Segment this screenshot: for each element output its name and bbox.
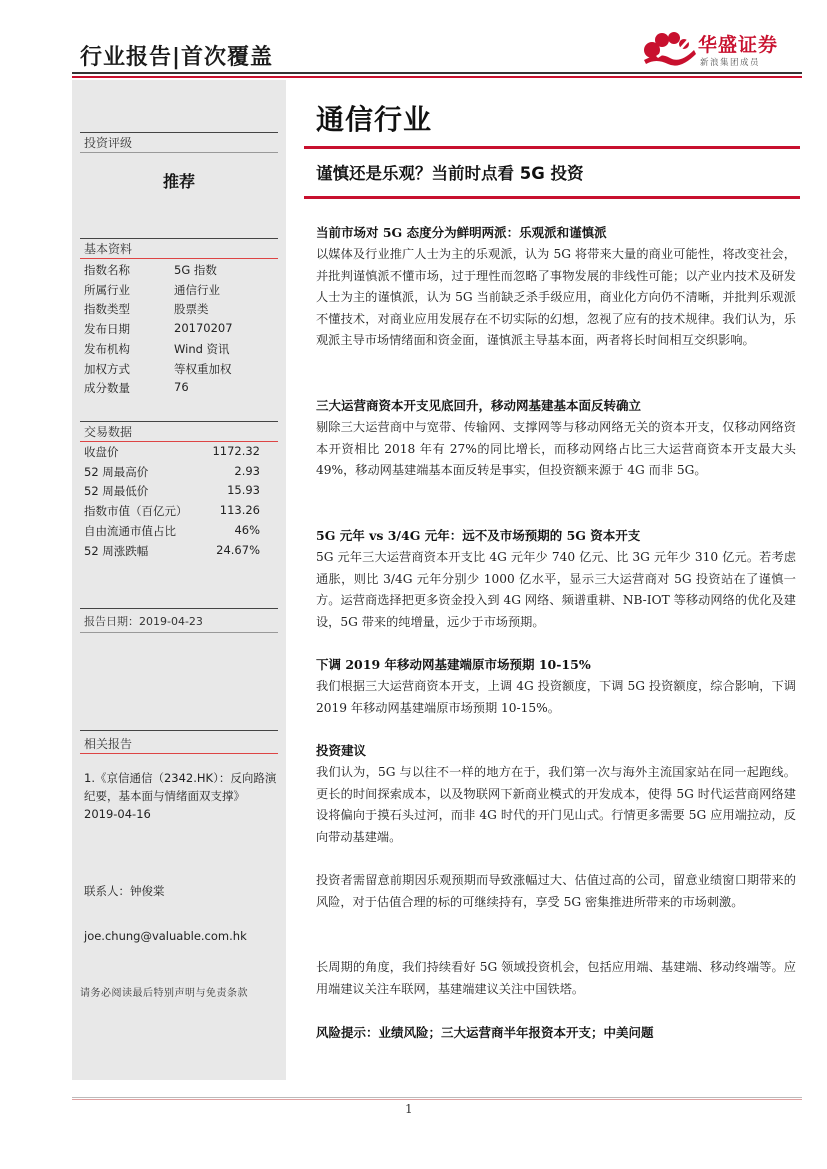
section-heading: 三大运营商资本开支见底回升，移动网基建基本面反转确立 (316, 398, 642, 413)
section-paragraph: 5G 元年三大运营商资本开支比 4G 元年少 740 亿元、比 3G 元年少 310 亿元。若考虑通胀，则比 3/4G 元年分别少 1000 亿水平，显示三大运营商对 5G 投资站在了谨慎一方。运营商选择把更多资金投入到 4G 网络、频谱重耕、NB-IOT 等移动网络的优化及建设，5G 带来的纯增量，远少于市场预期。 (316, 550, 796, 629)
section-heading: 当前市场对 5G 态度分为鲜明两派：乐观派和谨慎派 (316, 225, 607, 240)
section-paragraph: 我们认为，5G 与以往不一样的地方在于，我们第一次与海外主流国家站在同一起跑线。更长的时间探索成本，以及物联网下新商业模式的开发成本，使得 5G 时代运营商网络建设将偏向于摸石头过河，而非 4G 时代的开门见山式。行情更多需要 5G 应用端拉动，反向带动基建端。 (316, 765, 796, 844)
subtitle-divider (304, 196, 800, 199)
data-row (84, 301, 274, 320)
divider (80, 421, 278, 422)
divider (80, 132, 278, 133)
divider (80, 238, 278, 239)
row-key: 自由流通市值占比 (84, 523, 176, 538)
footer-divider (72, 1097, 802, 1098)
section-heading: 5G 元年 vs 3/4G 元年：远不及市场预期的 5G 资本开支 (316, 528, 641, 543)
report-section (316, 870, 796, 913)
logo-name: 华盛证券 (698, 34, 779, 56)
related-reports-label: 相关报告 (84, 737, 133, 751)
report-section (316, 957, 796, 1000)
row-value: 15.93 (227, 483, 260, 498)
divider (80, 258, 278, 259)
report-section (316, 654, 796, 719)
row-value: 20170207 (174, 321, 233, 336)
row-key: 所属行业 (84, 282, 130, 297)
related-report-date: 2019-04-16 (84, 807, 151, 821)
row-value: 等权重加权 (174, 361, 232, 376)
row-value: 113.26 (219, 503, 260, 518)
divider (80, 152, 278, 153)
row-key: 指数市值（百亿元） (84, 504, 188, 519)
row-value: 2.93 (234, 463, 260, 478)
report-section (316, 525, 796, 633)
row-value: 股票类 (174, 302, 209, 317)
sidebar (72, 80, 286, 1080)
related-report-title[interactable]: 1.《京信通信（2342.HK）：反向路演纪要，基本面与情绪面双支撑》 (84, 771, 277, 803)
divider (80, 632, 278, 633)
data-row (84, 321, 274, 340)
related-report-item[interactable] (84, 769, 280, 823)
section-heading: 风险提示：业绩风险；三大运营商半年报资本开支；中美问题 (316, 1025, 654, 1040)
row-value: 1172.32 (212, 444, 260, 458)
row-key: 52 周最低价 (84, 484, 149, 499)
row-key: 发布日期 (84, 322, 130, 337)
section-paragraph: 剔除三大运营商中与宽带、传输网、支撑网等与移动网络无关的资本开支，仅移动网络资本开资相比 2018 年有 27%的同比增长，而移动网络占比三大运营商资本开支最大头 49%，移动网基建端基本面反转是事实，但投资额来源于 4G 而非 5G。 (316, 420, 796, 478)
row-key: 指数名称 (84, 263, 130, 277)
data-row (84, 380, 274, 399)
divider (80, 753, 278, 754)
rating-label: 投资评级 (84, 136, 133, 150)
section-paragraph: 投资者需留意前期因乐观预期而导致涨幅过大、估值过高的公司，留意业绩窗口期带来的风险，对于估值合理的标的可继续持有，享受 5G 密集推进所带来的市场刺激。 (316, 873, 796, 909)
section-heading: 投资建议 (316, 743, 367, 758)
row-key: 发布机构 (84, 341, 130, 356)
footer-divider-red (72, 1099, 802, 1100)
logo-subtitle: 新浪集团成员 (700, 58, 761, 68)
row-value: 46% (234, 522, 260, 537)
report-type: 行业报告|首次覆盖 (80, 45, 274, 70)
company-logo (640, 26, 810, 72)
row-value: 通信行业 (174, 282, 220, 297)
report-date: 报告日期：2019-04-23 (84, 615, 203, 628)
data-row (84, 464, 274, 483)
row-key: 指数类型 (84, 302, 130, 317)
contact-email[interactable]: joe.chung@valuable.com.hk (84, 929, 247, 943)
divider (80, 441, 278, 442)
report-subtitle: 谨慎还是乐观？当前时点看 5G 投资 (316, 164, 584, 183)
header-divider-red (72, 76, 802, 78)
row-key: 加权方式 (84, 361, 130, 376)
data-row (84, 262, 274, 281)
report-section (316, 222, 796, 352)
data-row (84, 444, 274, 463)
section-paragraph: 以媒体及行业推广人士为主的乐观派，认为 5G 将带来大量的商业可能性，将改变社会，并批判谨慎派不懂市场，过于理性而忽略了事物发展的非线性可能；以产业内技术及研发人士为主的谨慎派，认为 5G 当前缺乏杀手级应用，商业化方向仍不清晰，并批判乐观派不懂技术，对商业应用发展存在不切实际的幻想，忽视了应有的技术规律。我们认为，乐观派主导市场情绪面和资金面，谨慎派主导基本面，两者将长时间相互交织影响。 (316, 247, 796, 348)
basic-info-label: 基本资料 (84, 242, 133, 256)
section-paragraph: 我们根据三大运营商资本开支，上调 4G 投资额度，下调 5G 投资额度，综合影响，下调 2019 年移动网基建端原市场预期 10-15%。 (316, 679, 796, 715)
row-value: 24.67% (216, 542, 260, 557)
data-row (84, 483, 274, 502)
divider (80, 730, 278, 731)
row-value: Wind 资讯 (174, 341, 230, 356)
row-key: 52 周涨跌幅 (84, 543, 149, 558)
data-row (84, 523, 274, 542)
data-row (84, 341, 274, 360)
sector-title: 通信行业 (316, 103, 433, 136)
header-divider (72, 72, 802, 74)
contact-name: 联系人：钟俊棠 (84, 884, 165, 898)
section-heading: 下调 2019 年移动网基建端原市场预期 10-15% (316, 657, 591, 672)
row-key: 52 周最高价 (84, 464, 149, 479)
report-section (316, 740, 796, 848)
divider (80, 608, 278, 609)
section-paragraph: 长周期的角度，我们持续看好 5G 领域投资机会，包括应用端、基建端、移动终端等。应用端建议关注车联网，基建端建议关注中国铁塔。 (316, 960, 796, 996)
report-section (316, 395, 796, 482)
data-row (84, 543, 274, 562)
row-key: 成分数量 (84, 381, 130, 396)
trade-data-label: 交易数据 (84, 425, 133, 439)
title-divider (304, 146, 800, 149)
data-row (84, 503, 274, 522)
logo-mark-icon (640, 26, 698, 72)
page-number: 1 (405, 1102, 413, 1116)
row-value: 76 (174, 380, 189, 395)
row-key: 收盘价 (84, 445, 119, 459)
report-section (316, 1022, 796, 1044)
data-row (84, 361, 274, 380)
rating-value: 推荐 (162, 172, 195, 191)
disclaimer-note: 请务必阅读最后特别声明与免责条款 (80, 988, 248, 999)
data-row (84, 282, 274, 301)
row-value: 5G 指数 (174, 263, 217, 277)
